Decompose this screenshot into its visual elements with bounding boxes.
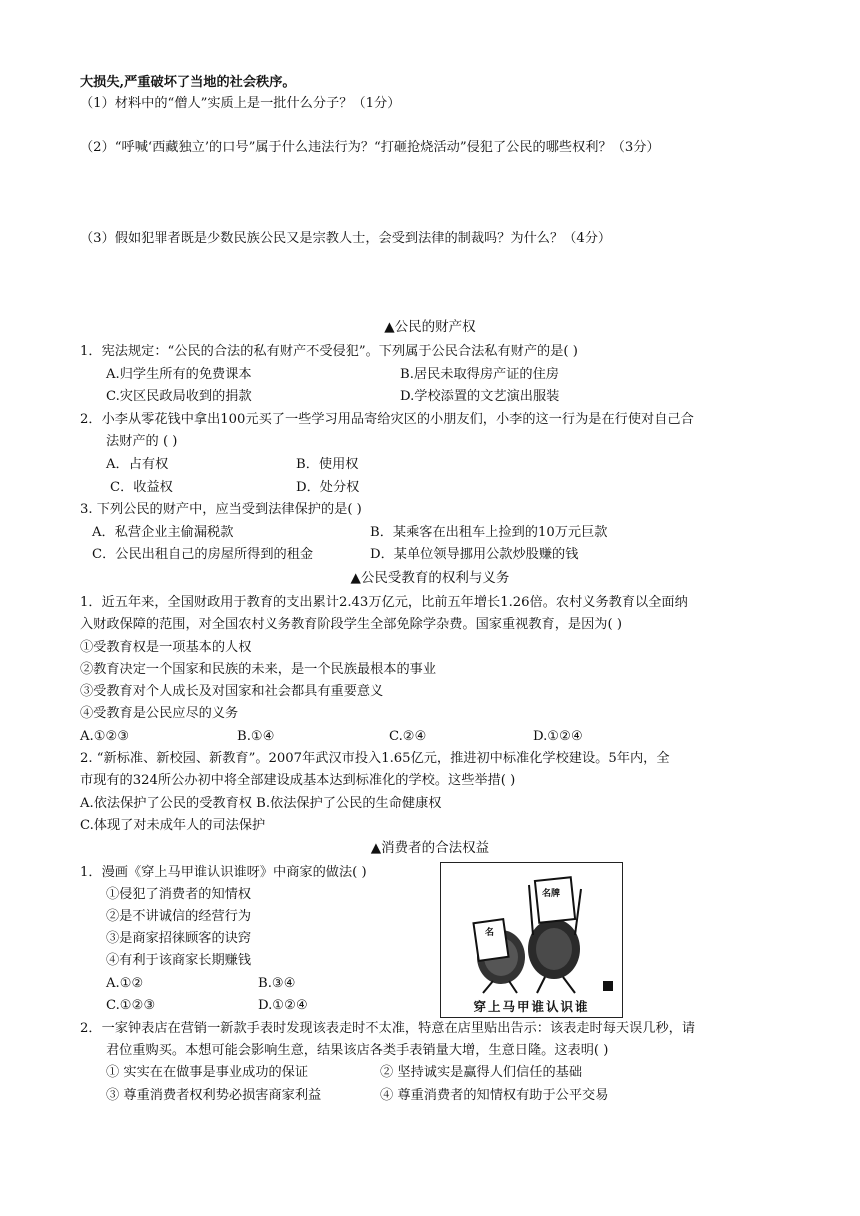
education-q2-stem-line2: 市现有的324所公办初中将全部建设成基本达到标准化的学校。这些举措( ) (80, 773, 516, 788)
property-q1-stem: 1．宪法规定：“公民的合法的私有财产不受侵犯”。下列属于公民合法私有财产的是( ) (80, 344, 578, 359)
property-q2-stem-line2: 法财产的 ( ) (106, 434, 178, 449)
consumer-q1-item-1: ①侵犯了消费者的知情权 (106, 887, 252, 902)
property-q3-option-d: D．某单位领导挪用公款炒股赚的钱 (370, 547, 579, 562)
education-q1-option-a: A.①②③ (80, 729, 130, 744)
left-character-box (474, 919, 509, 961)
property-q3-option-a: A．私营企业主偷漏税款 (92, 525, 234, 540)
education-q1-stem-line2: 入财政保障的范围，对全国农村义务教育阶段学生全部免除学杂费。国家重视教育，是因为( ) (80, 617, 622, 632)
right-character-box (535, 877, 575, 923)
education-q1-option-d: D.①②④ (533, 729, 583, 744)
property-q2-option-c: C．收益权 (110, 480, 173, 495)
education-q2-stem-line1: 2. “新标准、新校园、新教育”。2007年武汉市投入1.65亿元，推进初中标准化学校建设。5年内，全 (80, 751, 670, 766)
education-q1-item-2: ②教育决定一个国家和民族的未来，是一个民族最根本的事业 (80, 662, 437, 677)
property-q1-option-a: A.归学生所有的免费课本 (106, 367, 252, 382)
consumer-q2-item-4: ④ 尊重消费者的知情权有助于公平交易 (380, 1088, 609, 1103)
property-q2-stem-line1: 2．小李从零花钱中拿出100元买了一些学习用品寄给灾区的小朋友们，小李的这一行为是在行使对自己合 (80, 412, 694, 427)
consumer-q1-item-2: ②是不讲诚信的经营行为 (106, 909, 252, 924)
section-heading-consumer: ▲消费者的合法权益 (370, 840, 490, 856)
property-q2-option-d: D．处分权 (296, 480, 360, 495)
property-q3-stem: 3. 下列公民的财产中，应当受到法律保护的是( ) (80, 502, 362, 517)
cartoon-drawing (441, 863, 622, 997)
consumer-q1-option-a: A.①② (106, 976, 144, 991)
property-q1-option-d: D.学校添置的文艺演出服装 (400, 389, 560, 404)
property-q2-option-a: A．占有权 (106, 457, 169, 472)
education-q1-item-3: ③受教育对个人成长及对国家和社会都具有重要意义 (80, 684, 384, 699)
consumer-q2-stem-line2: 君位重购买。本想可能会影响生意，结果该店各类手表销量大增，生意日隆。这表明( ) (106, 1043, 609, 1058)
intro-line: 大损失,严重破坏了当地的社会秩序。 (80, 75, 296, 90)
consumer-q2-stem-line1: 2．一家钟表店在营销一新款手表时发现该表走时不太准，特意在店里贴出告示：该表走时每天误几秒，请 (80, 1021, 696, 1036)
education-q1-option-c: C.②④ (389, 729, 427, 744)
consumer-q1-stem: 1．漫画《穿上马甲谁认识谁呀》中商家的做法( ) (80, 865, 367, 880)
left-box-label: 名 (485, 928, 495, 938)
education-q1-option-b: B.①④ (237, 729, 275, 744)
question-3: （3）假如犯罪者既是少数民族公民又是宗教人士，会受到法律的制裁吗？为什么？（4分） (80, 231, 612, 246)
property-q1-option-b: B.居民未取得房产证的住房 (400, 367, 559, 382)
property-q3-option-b: B．某乘客在出租车上捡到的10万元巨款 (370, 525, 608, 540)
question-1: （1）材料中的“僧人”实质上是一批什么分子？（1分） (80, 96, 401, 111)
cartoon-image (440, 862, 623, 1018)
consumer-q1-option-c: C.①②③ (106, 998, 156, 1013)
consumer-q1-option-d: D.①②④ (258, 998, 308, 1013)
question-2: （2）“呼喊‘西藏独立’的口号”属于什么违法行为？“打砸抢烧活动”侵犯了公民的哪些权利？（3分） (80, 140, 660, 155)
consumer-q1-item-3: ③是商家招徕顾客的诀窍 (106, 931, 252, 946)
section-heading-education: ▲公民受教育的权利与义务 (350, 570, 510, 586)
consumer-q1-option-b: B.③④ (258, 976, 296, 991)
consumer-q1-item-4: ④有利于该商家长期赚钱 (106, 953, 252, 968)
education-q2-option-ab: A.依法保护了公民的受教育权 B.依法保护了公民的生命健康权 (80, 796, 442, 811)
property-q2-option-b: B．使用权 (296, 457, 359, 472)
consumer-q2-item-3: ③ 尊重消费者权利势必损害商家利益 (106, 1088, 322, 1103)
right-box-label: 名牌 (542, 889, 561, 899)
education-q1-stem-line1: 1．近五年来，全国财政用于教育的支出累计2.43万亿元，比前五年增长1.26倍。农村义务教育以全面纳 (80, 595, 688, 610)
property-q3-option-c: C．公民出租自己的房屋所得到的租金 (92, 547, 314, 562)
education-q1-item-1: ①受教育权是一项基本的人权 (80, 640, 252, 655)
consumer-q2-item-2: ② 坚持诚实是赢得人们信任的基础 (380, 1065, 583, 1080)
section-heading-property: ▲公民的财产权 (384, 319, 476, 335)
consumer-q2-item-1: ① 实实在在做事是事业成功的保证 (106, 1065, 309, 1080)
cartoon-caption: 穿上马甲谁认识谁 (473, 999, 590, 1014)
education-q2-option-c: C.体现了对未成年人的司法保护 (80, 818, 266, 833)
property-q1-option-c: C.灾区民政局收到的捐款 (106, 389, 252, 404)
education-q1-item-4: ④受教育是公民应尽的义务 (80, 706, 239, 721)
